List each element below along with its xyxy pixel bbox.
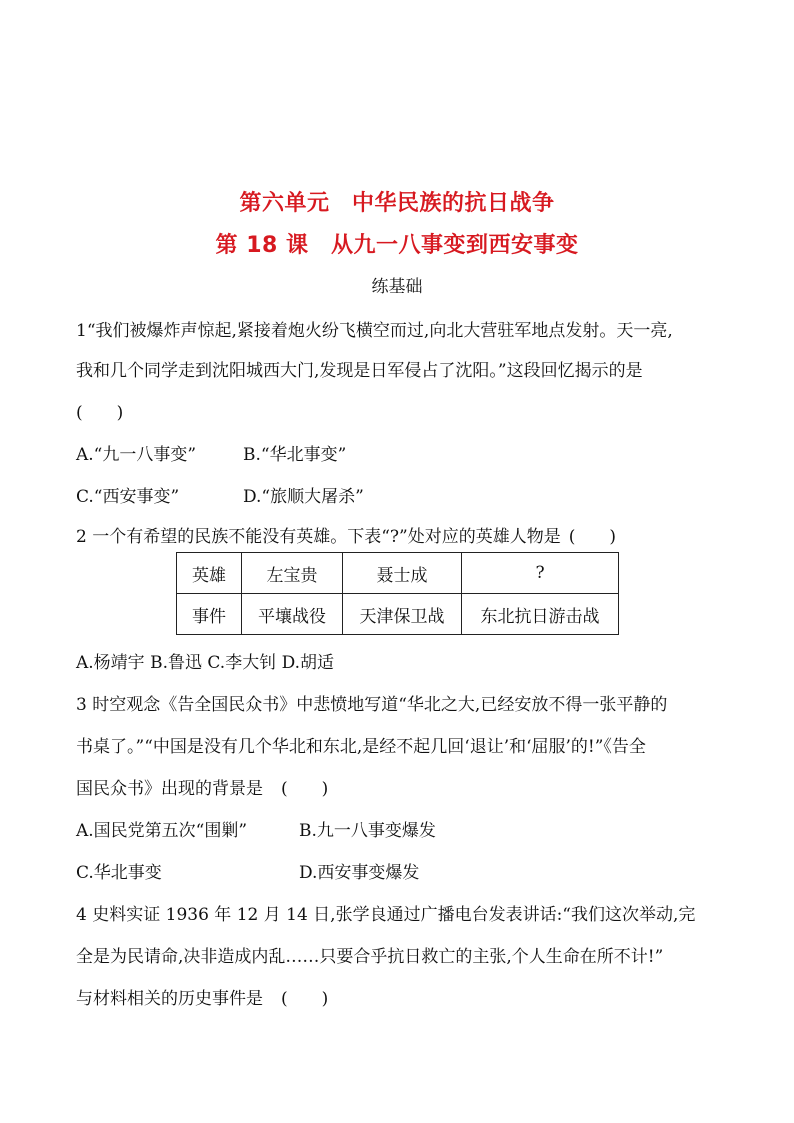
table-cell: 聂士成 bbox=[343, 553, 462, 594]
q1-option-d: D.“旅顺大屠杀” bbox=[243, 487, 364, 507]
table-cell: 东北抗日游击战 bbox=[462, 594, 619, 635]
q4-answer-blank: ( ) bbox=[281, 989, 329, 1009]
q3-option-b: B.九一八事变爆发 bbox=[299, 821, 436, 841]
q3-stem-line-1: 3 时空观念《告全国民众书》中悲愤地写道“华北之大,已经安放不得一张平静的 bbox=[76, 695, 668, 715]
q1-option-a: A.“九一八事变” bbox=[76, 445, 197, 465]
q4-stem-line-1: 4 史料实证 1936 年 12 月 14 日,张学良通过广播电台发表讲话:“我们这次举动,完 bbox=[76, 905, 696, 925]
q1-stem-line-2: 我和几个同学走到沈阳城西大门,发现是日军侵占了沈阳。”这段回忆揭示的是 bbox=[76, 361, 643, 381]
q3-stem-line-3 bbox=[76, 774, 328, 799]
lesson-title: 第 18 课 从九一八事变到西安事变 bbox=[215, 233, 579, 258]
q4-stem-line-2: 全是为民请命,决非造成内乱……只要合乎抗日救亡的主张,个人生命在所不计!” bbox=[76, 947, 664, 967]
table-cell: ? bbox=[462, 553, 619, 594]
q2-answer-blank: ( ) bbox=[568, 527, 616, 547]
q2-stem bbox=[76, 522, 616, 547]
q3-answer-blank: ( ) bbox=[281, 779, 329, 799]
unit-title: 第六单元 中华民族的抗日战争 bbox=[239, 191, 555, 216]
q3-stem-text: 国民众书》出现的背景是 bbox=[76, 779, 263, 799]
q2-options: A.杨靖宇 B.鲁迅 C.李大钊 D.胡适 bbox=[76, 653, 335, 673]
q1-option-b: B.“华北事变” bbox=[243, 445, 347, 465]
q1-answer-blank: ( ) bbox=[76, 403, 124, 423]
hero-table bbox=[176, 552, 619, 635]
q4-stem-text: 与材料相关的历史事件是 bbox=[76, 989, 263, 1009]
table-row bbox=[177, 553, 619, 594]
table-cell: 左宝贵 bbox=[242, 553, 343, 594]
q4-stem-line-3 bbox=[76, 984, 328, 1009]
table-cell: 事件 bbox=[177, 594, 242, 635]
table-cell: 英雄 bbox=[177, 553, 242, 594]
table-cell: 天津保卫战 bbox=[343, 594, 462, 635]
q3-stem-line-2: 书桌了。”“中国是没有几个华北和东北,是经不起几回‘退让’和‘屈服’的!”《告全 bbox=[76, 737, 646, 757]
table-cell: 平壤战役 bbox=[242, 594, 343, 635]
table-row bbox=[177, 594, 619, 635]
section-label: 练基础 bbox=[371, 277, 423, 297]
q2-stem-text: 2 一个有希望的民族不能没有英雄。下表“?”处对应的英雄人物是 bbox=[76, 527, 561, 547]
q1-option-c: C.“西安事变” bbox=[76, 487, 180, 507]
q3-option-a: A.国民党第五次“围剿” bbox=[76, 821, 248, 841]
q3-option-c: C.华北事变 bbox=[76, 863, 162, 883]
q1-stem-line-1: 1“我们被爆炸声惊起,紧接着炮火纷飞横空而过,向北大营驻军地点发射。天一亮, bbox=[76, 321, 673, 341]
q3-option-d: D.西安事变爆发 bbox=[299, 863, 420, 883]
